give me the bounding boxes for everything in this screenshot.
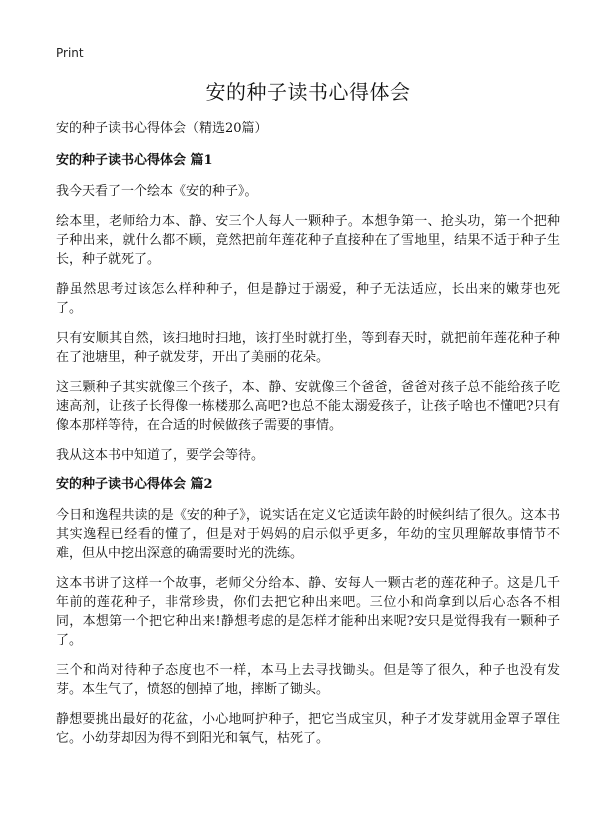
- document-subtitle: 安的种子读书心得体会（精选20篇）: [56, 121, 268, 136]
- document-body: [56, 120, 560, 759]
- page-title: 安的种子读书心得体会: [205, 80, 411, 104]
- print-link[interactable]: Print: [56, 46, 84, 60]
- paragraph: 静想要挑出最好的花盆，小心地呵护种子，把它当成宝贝，种子才发芽就用金罩子罩住它。小幼芽却因为得不到阳光和氧气，枯死了。: [56, 712, 560, 746]
- paragraph: 我从这本书中知道了，要学会等待。: [56, 448, 265, 463]
- paragraph: 绘本里，老师给力本、静、安三个人每人一颗种子。本想争第一、抢头功，第一个把种子种出来，就什么都不顾，竟然把前年莲花种子直接种在了雪地里，结果不适于种子生长，种子就死了。: [56, 214, 560, 267]
- section-heading: 安的种子读书心得体会 篇2: [56, 477, 213, 492]
- paragraph: 这三颗种子其实就像三个孩子，本、静、安就像三个爸爸，爸爸对孩子总不能给孩子吃速高剂，让孩子长得像一栋楼那么高吧?也总不能太溺爱孩子，让孩子啥也不懂吧?只有像本那样等待，在合适的时候做孩子需要的事情。: [56, 380, 560, 433]
- paragraph: 三个和尚对待种子态度也不一样，本马上去寻找锄头。但是等了很久，种子也没有发芽。本生气了，愤怒的刨掉了地，摔断了锄头。: [56, 663, 560, 697]
- section-heading: 安的种子读书心得体会 篇1: [56, 153, 213, 168]
- paragraph: 只有安顺其自然，该扫地时扫地，该打坐时就打坐，等到春天时，就把前年莲花种子种在了池塘里，种子就发芽，开出了美丽的花朵。: [56, 331, 560, 365]
- section-1: [56, 152, 560, 465]
- paragraph: 今日和逸程共读的是《安的种子》，说实话在定义它适读年龄的时候纠结了很久。这本书其实逸程已经看的懂了，但是对于妈妈的启示似乎更多，年幼的宝贝理解故事情节不难，但从中挖出深意的确需要时光的洗练。: [56, 508, 560, 561]
- paragraph: 静虽然思考过该怎么样种种子，但是静过于溺爱，种子无法适应，长出来的嫩芽也死了。: [56, 282, 560, 316]
- section-2: [56, 476, 560, 748]
- paragraph: 这本书讲了这样一个故事，老师父分给本、静、安每人一颗古老的莲花种子。这是几千年前的莲花种子，非常珍贵，你们去把它种出来吧。三位小和尚拿到以后心态各不相同，本想第一个把它种出来!静想考虑的是怎样才能种出来呢?安只是觉得我有一颗种子了。: [56, 576, 560, 648]
- paragraph: 我今天看了一个绘本《安的种子》。: [56, 184, 258, 199]
